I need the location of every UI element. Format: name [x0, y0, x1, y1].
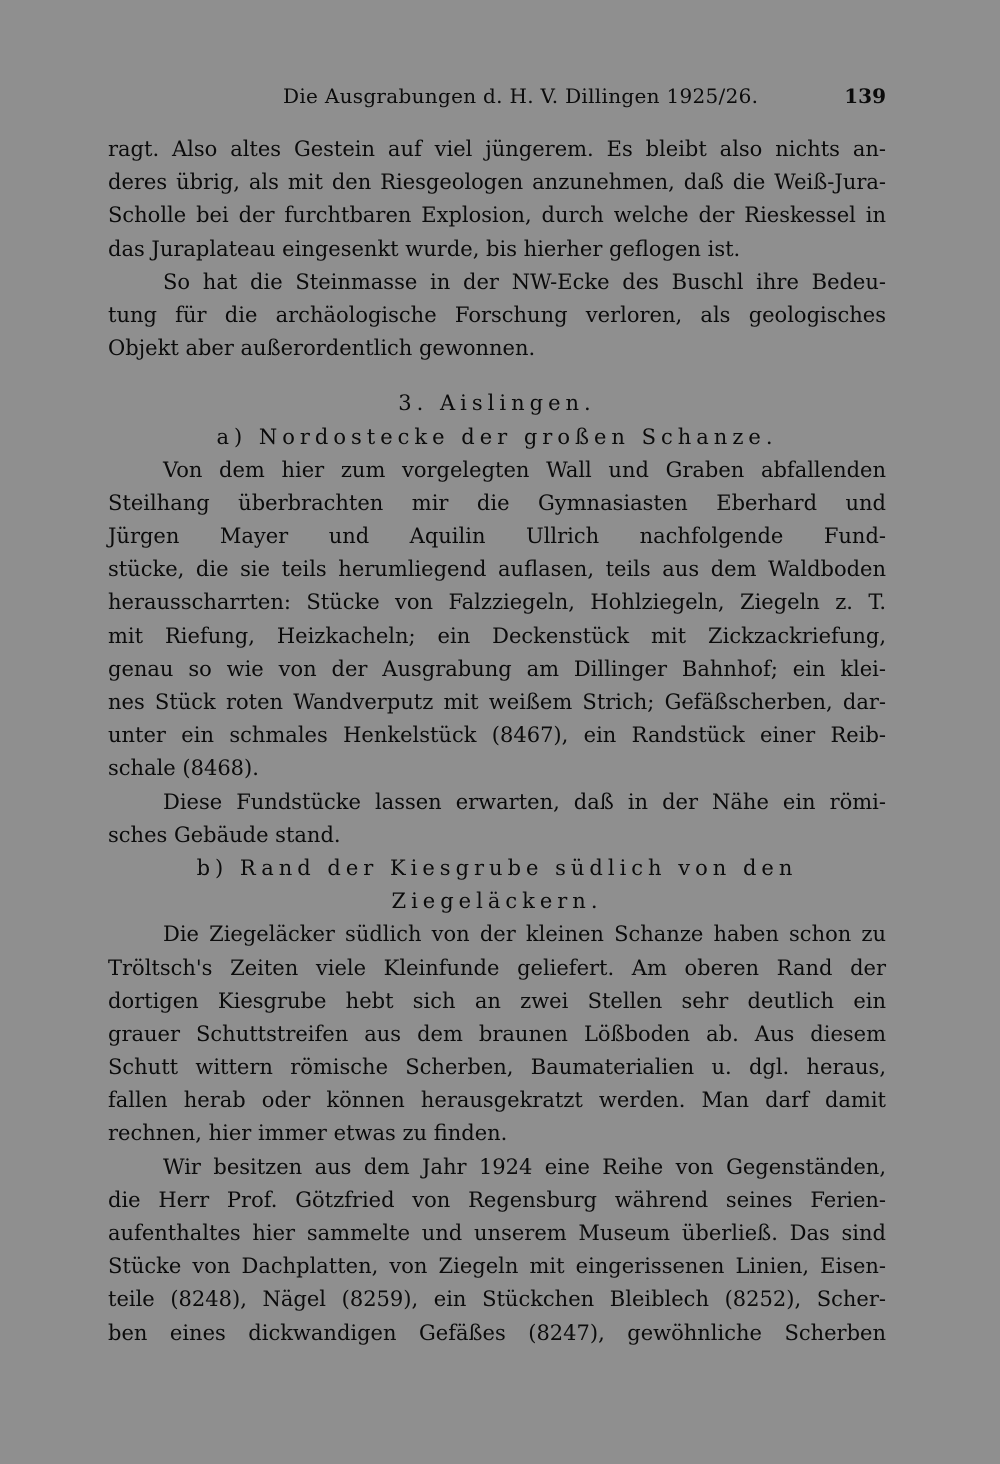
subsection-heading-b: b) Rand der Kiesgrube südlich von den [196, 855, 798, 880]
text-line: fallen herab oder können herausgekratzt werden. Man darf damit [108, 1088, 886, 1113]
page-header [108, 80, 886, 112]
text-line: schale (8468). [108, 756, 259, 781]
text-line: sches Gebäude stand. [108, 822, 341, 847]
text-line: rechnen, hier immer etwas zu finden. [108, 1121, 508, 1146]
text-line: aufenthaltes hier sammelte und unserem Museum überließ. Das sind [108, 1221, 886, 1245]
text-line: tung für die archäologische Forschung verloren, als geologisches [108, 302, 886, 327]
text-line: grauer Schuttstreifen aus dem braunen Lößboden ab. Aus diesem [108, 1021, 886, 1046]
text-line: nes Stück roten Wandverputz mit weißem Strich; Gefäßscherben, dar- [108, 690, 886, 714]
text-line: deres übrig, als mit den Riesgeologen anzunehmen, daß die Weiß-Jura- [108, 170, 886, 195]
text-line: Scholle bei der furchtbaren Explosion, durch welche der Rieskessel in [108, 203, 886, 228]
text-line: herausscharrten: Stücke von Falzziegeln, Hohlziegeln, Ziegeln z. T. [108, 590, 886, 615]
text-line: Jürgen Mayer und Aquilin Ullrich nachfolgende Fund- [108, 524, 886, 549]
text-line: die Herr Prof. Götzfried von Regensburg während seines Ferien- [108, 1187, 886, 1212]
text-line: Tröltsch's Zeiten viele Kleinfunde geliefert. Am oberen Rand der [108, 955, 886, 980]
text-line: So hat die Steinmasse in der NW-Ecke des Buschl ihre Bedeu- [163, 269, 886, 294]
paragraph-6 [108, 1151, 886, 1350]
text-line: ben eines dickwandigen Gefäßes (8247), gewöhnliche Scherben [108, 1320, 886, 1345]
text-line: Steilhang überbrachten mir die Gymnasiasten Eberhard und [108, 490, 886, 515]
text-line: ragt. Also altes Gestein auf viel jüngerem. Es bleibt also nichts an- [108, 137, 886, 161]
text-line: Die Ziegeläcker südlich von der kleinen Schanze haben schon zu [163, 922, 886, 947]
paragraph-2 [108, 266, 886, 366]
text-line: Schutt wittern römische Scherben, Baumaterialien u. dgl. heraus, [108, 1055, 886, 1080]
text-line: das Juraplateau eingesenkt wurde, bis hierher geflogen ist. [108, 236, 741, 261]
subsection-heading-b-continued: Ziegeläckern. [391, 889, 603, 914]
subsection-heading-a: a) Nordostecke der großen Schanze. [216, 424, 778, 449]
text-line: unter ein schmales Henkelstück (8467), ein Randstück einer Reib- [108, 723, 886, 748]
text-line: genau so wie von der Ausgrabung am Dillinger Bahnhof; ein klei- [108, 656, 886, 681]
text-line: Objekt aber außerordentlich gewonnen. [108, 336, 536, 361]
paragraph-5 [108, 918, 886, 1150]
paragraph-1 [108, 133, 886, 266]
paragraph-3 [108, 454, 886, 786]
page-body [108, 133, 886, 1350]
text-line: Diese Fundstücke lassen erwarten, daß in der Nähe ein römi- [163, 789, 886, 814]
section-heading: 3. Aislingen. [398, 391, 596, 416]
text-line: Von dem hier zum vorgelegten Wall und Graben abfallenden [163, 457, 886, 482]
paragraph-4 [108, 786, 886, 852]
text-line: dortigen Kiesgrube hebt sich an zwei Stellen sehr deutlich ein [108, 988, 886, 1013]
text-line: Stücke von Dachplatten, von Ziegeln mit eingerissenen Linien, Eisen- [108, 1254, 886, 1279]
text-line: mit Riefung, Heizkacheln; ein Deckenstück mit Zickzackriefung, [108, 623, 886, 648]
text-line: stücke, die sie teils herumliegend auflasen, teils aus dem Waldboden [108, 557, 886, 582]
page-number: 139 [844, 84, 886, 108]
text-line: teile (8248), Nägel (8259), ein Stückchen Bleiblech (8252), Scher- [108, 1287, 886, 1312]
running-title: Die Ausgrabungen d. H. V. Dillingen 1925/26. [283, 84, 759, 108]
text-line: Wir besitzen aus dem Jahr 1924 eine Reihe von Gegenständen, [163, 1154, 886, 1179]
